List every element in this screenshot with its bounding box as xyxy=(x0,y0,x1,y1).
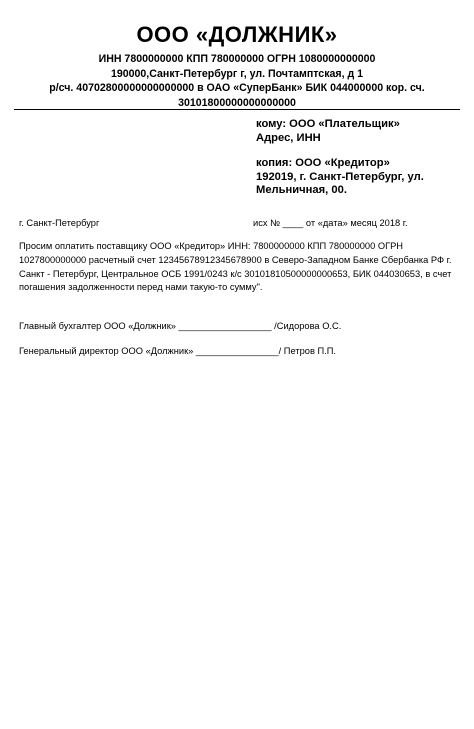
body-line: Санкт - Петербург, Центральное ОСБ 1991/0243 к/с 30101810500000000653, БИК 044030653, в счет xyxy=(19,268,452,279)
company-bank-account: р/сч. 40702800000000000000 в ОАО «СуперБанк» БИК 044000000 кор. сч. xyxy=(49,82,425,94)
body-line: 1027800000000 расчетный счет 12345678912345678900 в Северо-Западном Банке Сбербанка РФ г. xyxy=(19,254,452,265)
recipient-to: кому: ООО «Плательщик» xyxy=(256,118,400,130)
recipient-copy-address-1: 192019, г. Санкт-Петербург, ул. xyxy=(256,170,424,183)
company-details xyxy=(20,52,454,110)
recipient-copy: копия: ООО «Кредитор» xyxy=(256,157,390,169)
signature-director: Генеральный директор ООО «Должник» ________________/ Петров П.П. xyxy=(19,346,336,356)
company-registration: ИНН 7800000000 КПП 780000000 ОГРН 1080000000000 xyxy=(98,53,376,65)
company-address: 190000,Санкт-Петербург г, ул. Почтамптская, д 1 xyxy=(110,67,364,80)
recipient-to-address: Адрес, ИНН xyxy=(256,131,321,144)
letter-city: г. Санкт-Петербург xyxy=(19,218,100,228)
header-divider xyxy=(14,109,460,110)
letter-reference: исх № ____ от «дата» месяц 2018 г. xyxy=(253,218,408,228)
company-correspondent-account: 30101800000000000000 xyxy=(178,96,296,109)
company-title: ООО «ДОЛЖНИК» xyxy=(136,22,338,47)
letter-body xyxy=(19,240,460,295)
signature-accountant: Главный бухгалтер ООО «Должник» __________________ /Сидорова О.С. xyxy=(19,321,342,331)
recipient-block xyxy=(256,118,424,198)
body-line: Просим оплатить поставщику ООО «Кредитор» ИНН: 7800000000 КПП 780000000 ОГРН xyxy=(19,241,404,251)
body-line: погашения задолженности перед нами такую-то сумму". xyxy=(19,282,263,293)
recipient-copy-address-2: Мельничная, 00. xyxy=(256,184,347,196)
